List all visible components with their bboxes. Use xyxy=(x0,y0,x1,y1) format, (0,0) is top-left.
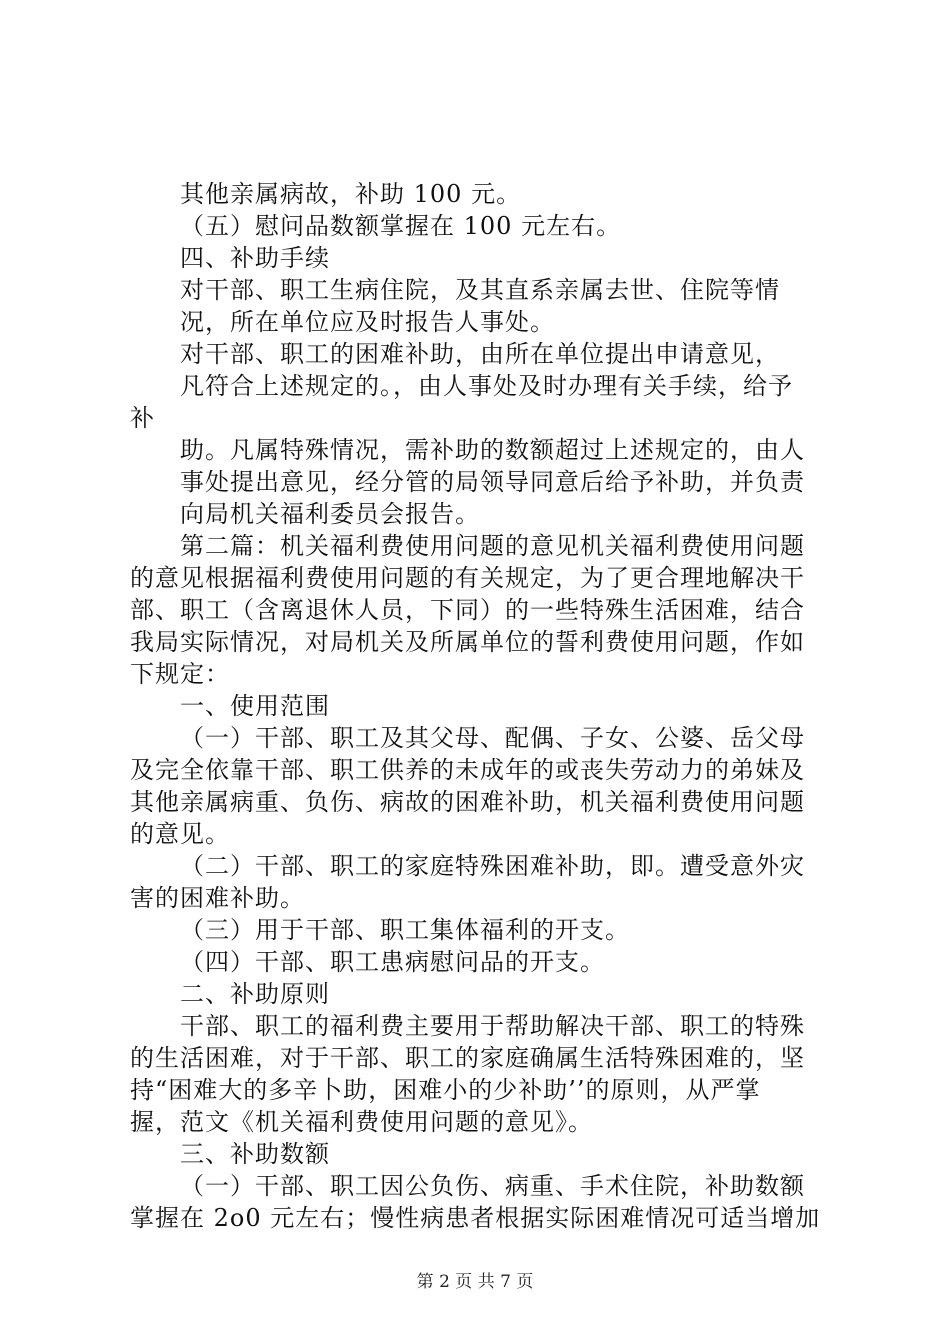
text-line: 部、职工（含离退休人员，下同）的一些特殊生活困难，结合 xyxy=(130,596,805,624)
text-line: 对干部、职工的困难补助，由所在单位提出申请意见， xyxy=(180,340,780,368)
text-line: 向局机关福利委员会报告。 xyxy=(180,500,480,528)
text-line: 凡符合上述规定的。，由人事处及时办理有关手续，给予 xyxy=(180,372,793,400)
text-line: 补 xyxy=(130,404,155,432)
text-line: 掌握在 2o0 元左右；慢性病患者根据实际困难情况可适当增加 xyxy=(130,1204,821,1232)
text-line: 我局实际情况，对局机关及所属单位的誓利费使用问题，作如 xyxy=(130,628,805,656)
text-line: （一）干部、职工因公负伤、病重、手术住院，补助数额 xyxy=(180,1172,805,1200)
text-line: 持“困难大的多辛卜助，困难小的少补助’’的原则，从严掌 xyxy=(130,1076,761,1104)
text-line: （二）干部、职工的家庭特殊困难补助，即。遭受意外灾 xyxy=(180,852,805,880)
text-line: 害的困难补助。 xyxy=(130,884,305,912)
text-line: （四）干部、职工患病慰问品的开支。 xyxy=(180,948,605,976)
text-line: 助。凡属特殊情况，需补助的数额超过上述规定的，由人 xyxy=(180,436,805,464)
text-line: 况，所在单位应及时报告人事处。 xyxy=(180,308,555,336)
text-line: 干部、职工的福利费主要用于帮助解决干部、职工的特殊 xyxy=(180,1012,805,1040)
section-heading: 二、补助原则 xyxy=(180,980,330,1008)
section-heading: 四、补助手续 xyxy=(180,244,330,272)
text-line: 及完全依靠干部、职工供养的未成年的或丧失劳动力的弟妹及 xyxy=(130,756,805,784)
section-heading: 一、使用范围 xyxy=(180,692,330,720)
text-line: 的意见。 xyxy=(130,820,230,848)
section-heading: 第二篇：机关福利费使用问题的意见机关福利费使用问题 xyxy=(180,532,805,560)
text-line: 的生活困难，对于干部、职工的家庭确属生活特殊困难的，坚 xyxy=(130,1044,805,1072)
text-line: 其他亲属病重、负伤、病故的困难补助，机关福利费使用问题 xyxy=(130,788,805,816)
text-line: 的意见根据福利费使用问题的有关规定，为了更合理地解决干 xyxy=(130,564,805,592)
page-number-footer: 第 2 页 共 7 页 xyxy=(416,1272,534,1292)
text-line: 对干部、职工生病住院，及其直系亲属去世、住院等情 xyxy=(180,276,780,304)
text-line: 下规定： xyxy=(130,660,230,688)
text-line: （一）干部、职工及其父母、配偶、子女、公婆、岳父母 xyxy=(180,724,805,752)
text-line: 事处提出意见，经分管的局领导同意后给予补助，并负责 xyxy=(180,468,805,496)
text-line: 其他亲属病故，补助 100 元。 xyxy=(180,180,522,208)
text-line: （三）用于干部、职工集体福利的开支。 xyxy=(180,916,630,944)
section-heading: 三、补助数额 xyxy=(180,1140,330,1168)
text-line: 握，范文《机关福利费使用问题的意见》。 xyxy=(130,1108,593,1136)
text-line: （五）慰问品数额掌握在 100 元左右。 xyxy=(180,212,622,240)
